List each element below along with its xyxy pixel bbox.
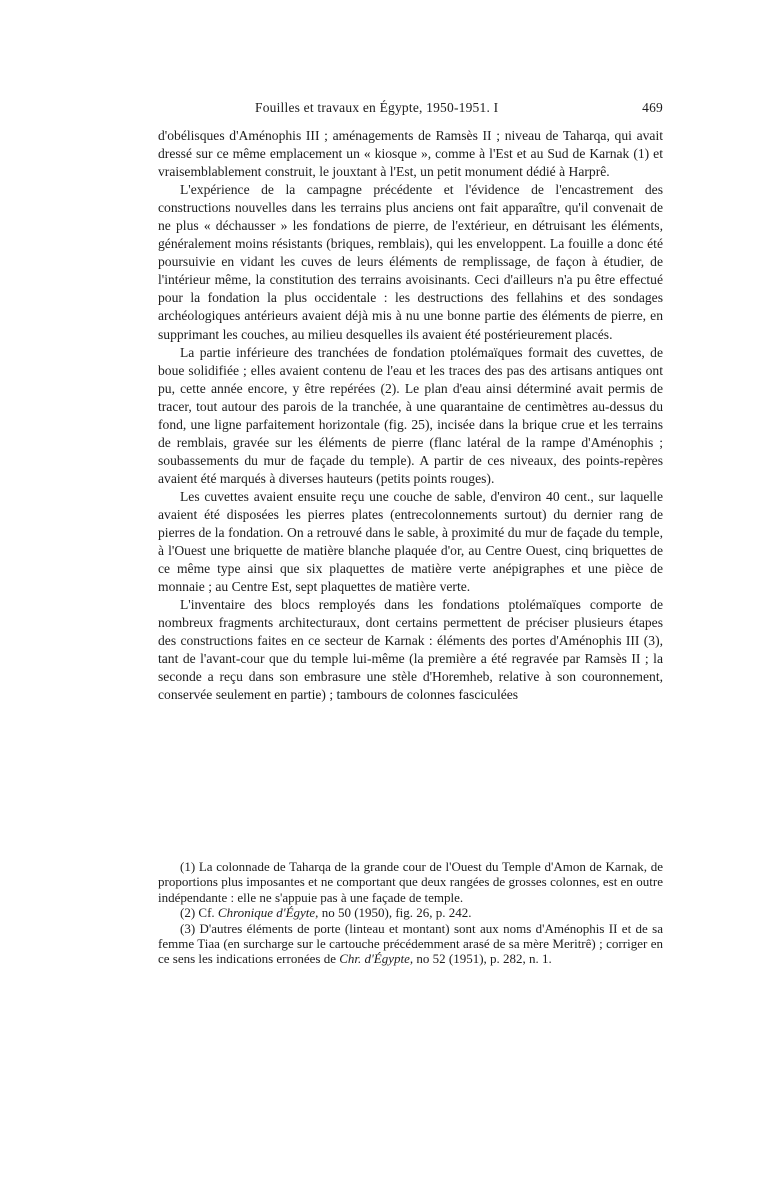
footnote-3 [158, 921, 663, 967]
footnote-2-suffix: no 50 (1950), fig. 26, p. 242. [318, 905, 472, 921]
paragraph-1: d'obélisques d'Aménophis III ; aménagements de Ramsès II ; niveau de Taharqa, qui avait dressé sur ce même emplacement un « kiosque », comme à l'Est et au Sud de Karnak (1) et vraisemblablement construit, le jouxtant à l'Est, un petit monument dédié à Harprê. [158, 128, 663, 180]
running-title: Fouilles et travaux en Égypte, 1950-1951. I [255, 100, 499, 115]
main-text [158, 127, 663, 705]
running-header [158, 100, 663, 122]
footnote-3-prefix: (3) D'autres éléments de porte (linteau et montant) sont aux noms d'Aménophis II et de sa femme Tiaa (en surcharge sur le cartouche précédemment arasé de sa mère Meritrê) ; corriger en ce sens les indications erronées de [158, 920, 663, 967]
footnote-2-prefix: (2) Cf. [180, 905, 218, 921]
footnote-2 [158, 905, 663, 920]
footnote-2-title: Chronique d'Égyte, [217, 905, 319, 921]
footnote-3-suffix: no 52 (1951), p. 282, n. 1. [413, 951, 552, 967]
footnote-3-title: Chr. d'Égypte, [339, 951, 414, 967]
paragraph-2: L'expérience de la campagne précédente et l'évidence de l'encastrement des constructions nouvelles dans les terrains plus anciens ont fait apparaître, qu'il convenait de ne plus « déchausser » les fondations de pierre, de l'extérieur, en détruisant les éléments, généralement moins résistants (briques, remblais), qui les enveloppent. La fouille a donc été poursuivie en vidant les cuves de leurs éléments de remplissage, de façon à étudier, de l'intérieur même, la constitution des terrains avoisinants. Ceci d'ailleurs n'a pu être effectué pour la fondation la plus occidentale : les destructions des fellahins et des sondages archéologiques antérieurs avaient déjà mis à nu une bonne partie des éléments de pierre, en supprimant les couches, au milieu desquelles ils avaient été postérieurement placés. [158, 182, 663, 342]
paragraph-4: Les cuvettes avaient ensuite reçu une couche de sable, d'environ 40 cent., sur laquelle avaient été disposées les pierres plates (entrecolonnements surtout) du dernier rang de pierres de la fondation. On a retrouvé dans le sable, à proximité du mur de façade du temple, à l'Ouest une briquette de matière blanche plaquée d'or, au Centre Ouest, cinq briquettes de ce même type ainsi que six plaquettes de matière verte anépigraphes et une pièce de monnaie ; au Centre Est, sept plaquettes de matière verte. [158, 488, 663, 595]
footnote-1: (1) La colonnade de Taharqa de la grande cour de l'Ouest du Temple d'Amon de Karnak, de proportions plus imposantes et ne comportant que deux rangées de grosses colonnes, est en outre indépendante : elle ne s'appuie pas à une façade de temple. [158, 859, 663, 905]
paragraph-5: L'inventaire des blocs remployés dans les fondations ptolémaïques comporte de nombreux fragments architecturaux, dont certains permettent de préciser plusieurs étapes des constructions faites en ce secteur de Karnak : éléments des portes d'Aménophis III (3), tant de l'avant-cour que du temple lui-même (la première a été regravée par Ramsès II ; la seconde a reçu dans son embrasure une stèle d'Horemheb, relative à son couronnement, conservée seulement en partie) ; tambours de colonnes fasciculées [158, 597, 663, 703]
page-number: 469 [642, 100, 663, 115]
footnotes [158, 859, 663, 967]
paragraph-3: La partie inférieure des tranchées de fondation ptolémaïques formait des cuvettes, de boue solidifiée ; elles avaient contenu de l'eau et les traces des pas des artisans antiques ont pu, cette année encore, y être repérées (2). Le plan d'eau ainsi déterminé avait permis de tracer, tout autour des parois de la tranchée, à une quarantaine de centimètres au-dessus du fond, une ligne parfaitement horizontale (fig. 25), incisée dans la brique crue et les terrains de remblais, gravée sur les éléments de pierre (flanc latéral de la rampe d'Aménophis ; soubassements du mur de façade du temple). A partir de ces niveaux, des points-repères avaient été marqués à diverses hauteurs (petits points rouges). [158, 344, 663, 486]
